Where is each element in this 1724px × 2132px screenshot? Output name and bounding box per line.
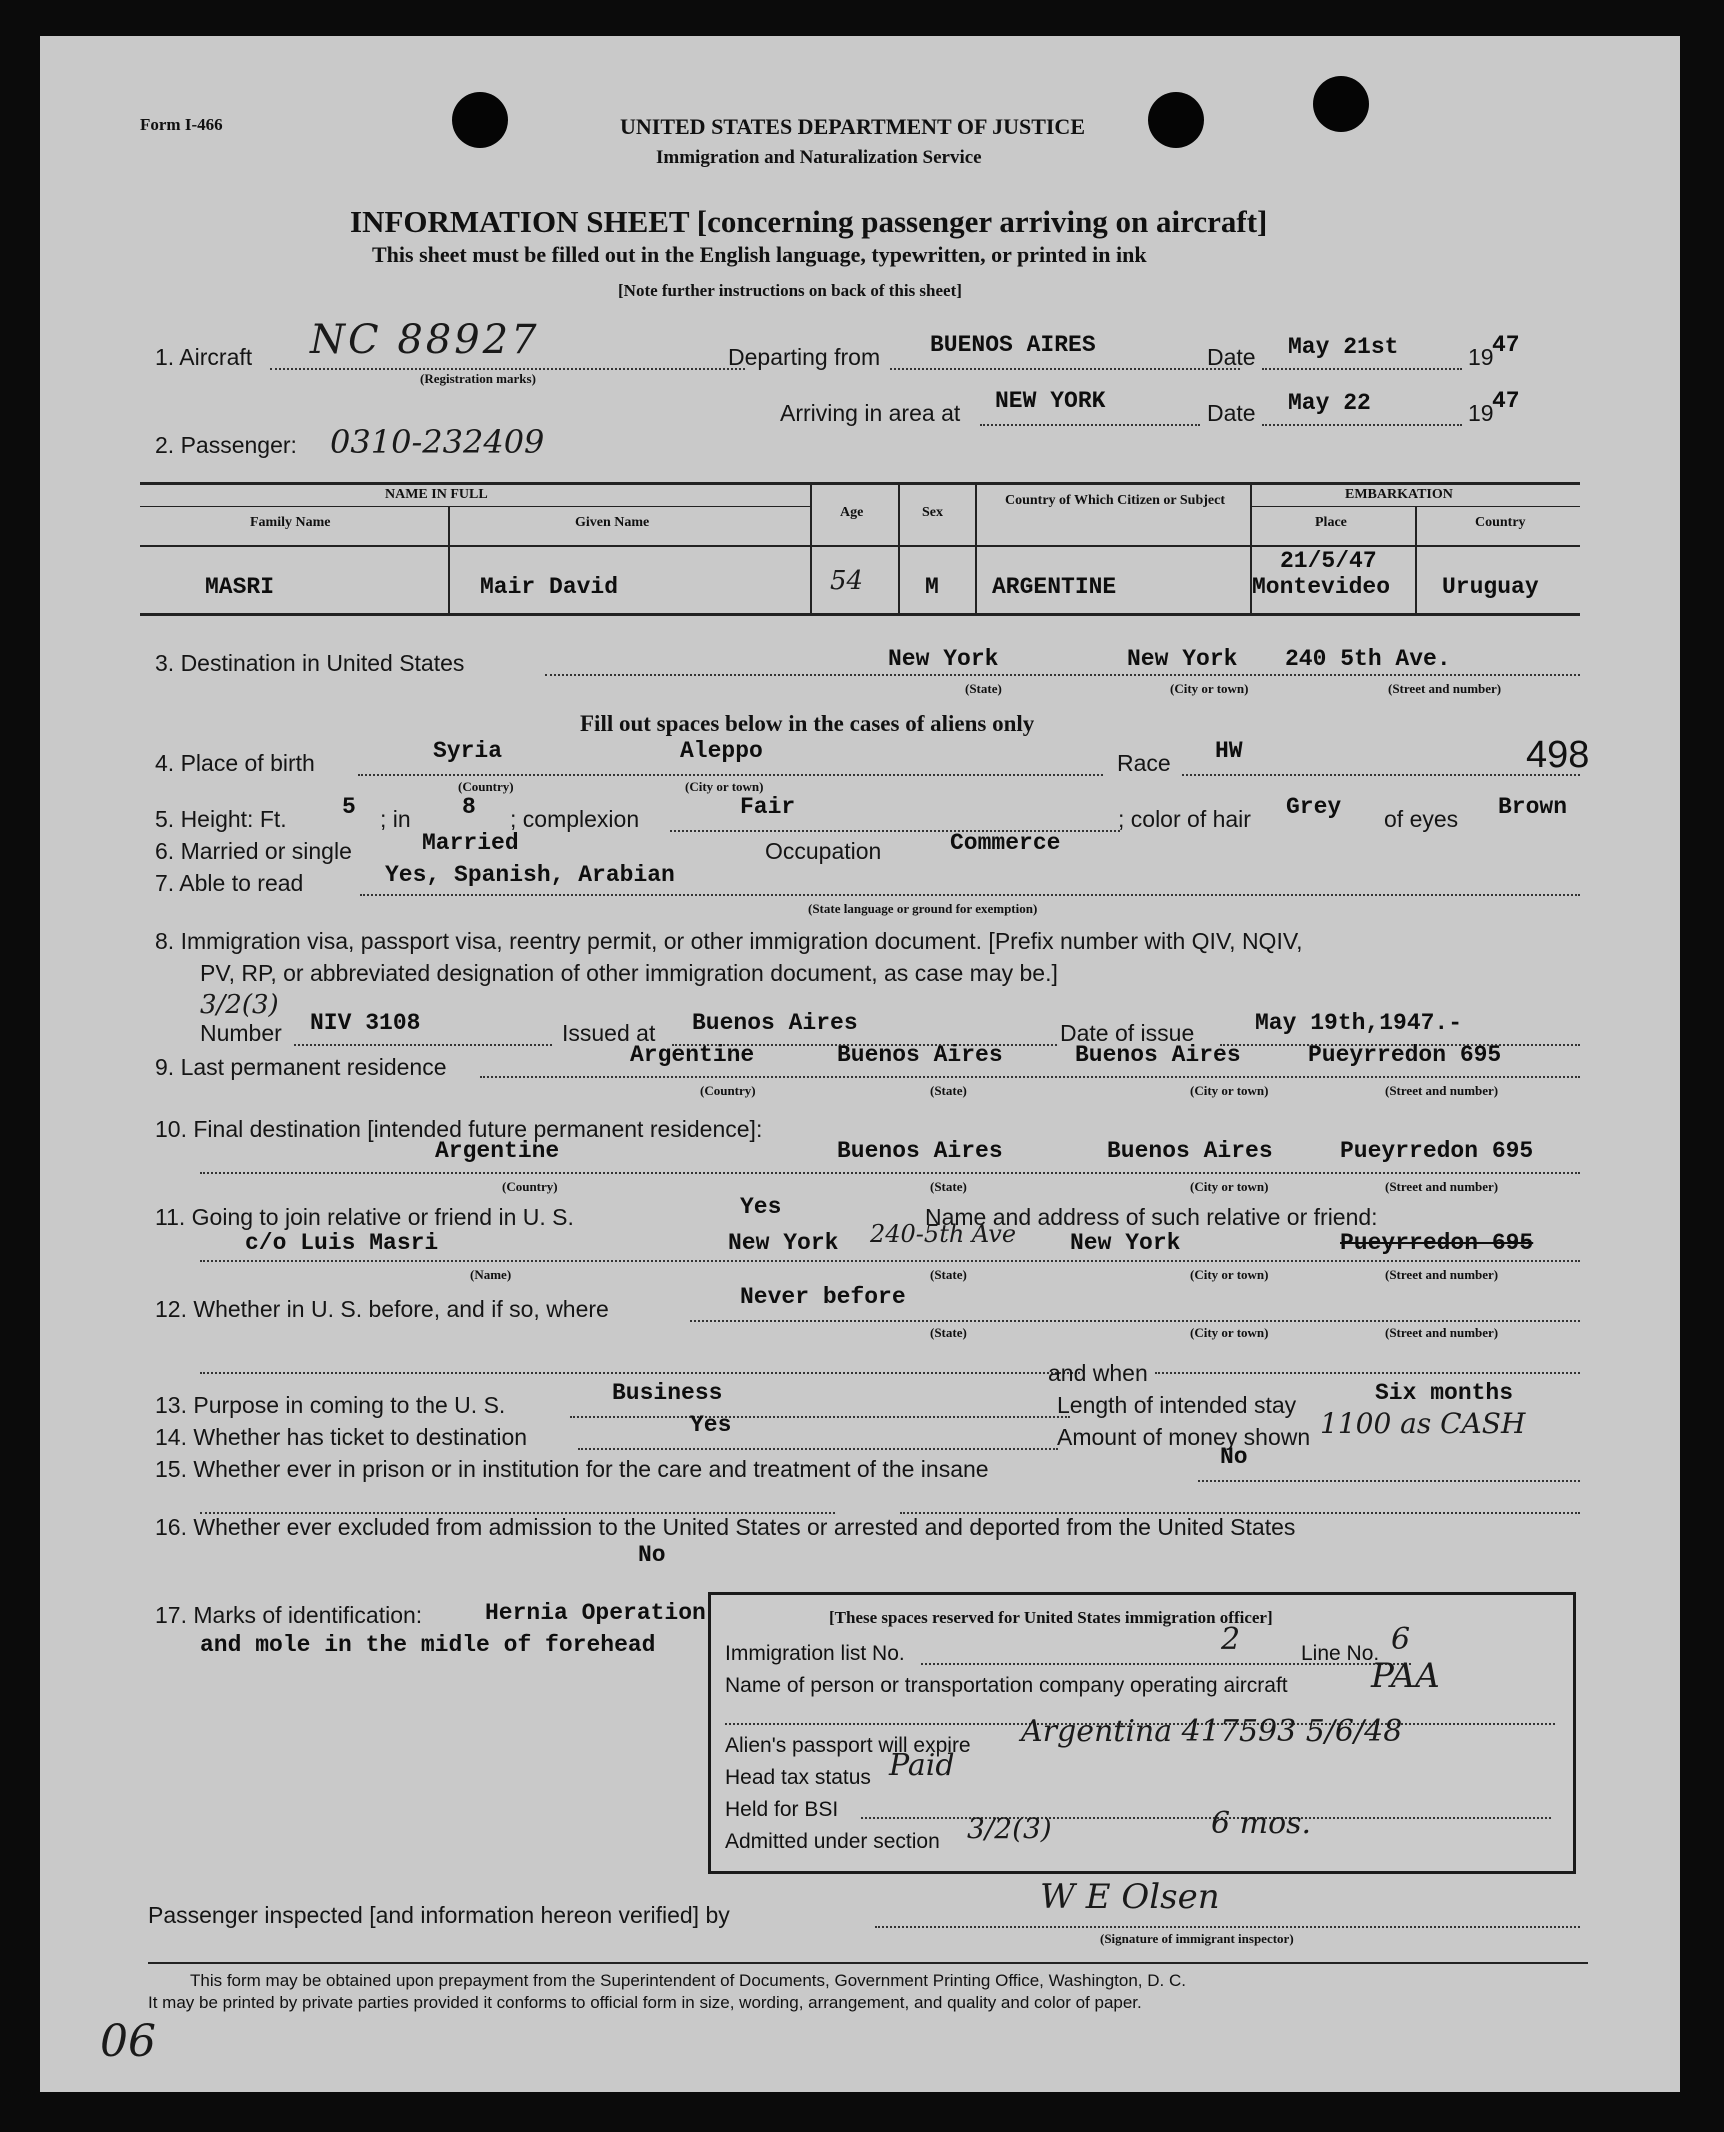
- destination-label: 3. Destination in United States: [155, 650, 465, 676]
- marks-value-1: Hernia Operation: [485, 1600, 706, 1626]
- complexion-label: ; complexion: [510, 806, 640, 832]
- admitted-period: 6 mos.: [1211, 1806, 1312, 1841]
- last-residence-city: Buenos Aires: [1075, 1042, 1241, 1068]
- passport-value: Argentina 417593 5/6/48: [1021, 1714, 1403, 1749]
- year-prefix: 19: [1468, 344, 1494, 370]
- stay-label: Length of intended stay: [1057, 1392, 1297, 1418]
- issued-label: Issued at: [562, 1020, 656, 1046]
- hair-label: ; color of hair: [1118, 806, 1251, 832]
- eyes-value: Brown: [1498, 794, 1568, 820]
- departing-label: Departing from: [728, 344, 881, 370]
- department-title: UNITED STATES DEPARTMENT OF JUSTICE: [620, 114, 1085, 139]
- age-value: 54: [830, 566, 864, 596]
- sheet-note: [Note further instructions on back of this sheet]: [618, 281, 962, 300]
- marital-label: 6. Married or single: [155, 838, 352, 864]
- document-text-2: PV, RP, or abbreviated designation of other immigration document, as case may be.]: [200, 960, 1058, 986]
- year2-prefix: 19: [1468, 400, 1494, 426]
- service-title: Immigration and Naturalization Service: [656, 147, 982, 168]
- name-address-label: Name and address of such relative or friend:: [925, 1204, 1378, 1230]
- excluded-value: No: [638, 1542, 666, 1568]
- eyes-label: of eyes: [1384, 806, 1459, 832]
- punch-hole-2: [1148, 92, 1204, 148]
- city-caption-4: (City or town): [685, 779, 764, 794]
- money-label: Amount of money shown: [1057, 1424, 1311, 1450]
- marks-label: 17. Marks of identification:: [155, 1602, 423, 1628]
- footer-line-1: This form may be obtained upon prepayment from the Superintendent of Documents, Government Printing Office, Washington, D. C.: [190, 1971, 1186, 1990]
- marks-value-2: and mole in the midle of forehead: [200, 1632, 656, 1658]
- occupation-value: Commerce: [950, 830, 1061, 856]
- final-destination-label: 10. Final destination [intended future permanent residence]:: [155, 1116, 763, 1142]
- stay-value: Six months: [1375, 1380, 1514, 1406]
- street-caption-12: (Street and number): [1385, 1325, 1499, 1340]
- place-header: Place: [1315, 515, 1347, 530]
- occupation-label: Occupation: [765, 838, 882, 864]
- number-label: Number: [200, 1020, 282, 1046]
- family-name-header: Family Name: [250, 515, 331, 530]
- height-feet: 5: [342, 794, 356, 820]
- list-label: Immigration list No.: [725, 1642, 905, 1665]
- city-caption: (City or town): [1170, 681, 1249, 696]
- document-text-1: 8. Immigration visa, passport visa, reentry permit, or other immigration document. [Prefix number with QIV, NQIV,: [155, 928, 1303, 954]
- aircraft-label: 1. Aircraft: [155, 344, 253, 370]
- issue-date-value: May 19th,1947.-: [1255, 1010, 1463, 1036]
- departing-date: May 21st: [1288, 334, 1399, 360]
- purpose-value: Business: [612, 1380, 723, 1406]
- country-caption-10: (Country): [502, 1179, 558, 1194]
- read-value: Yes, Spanish, Arabian: [385, 862, 675, 888]
- issue-date-label: Date of issue: [1060, 1020, 1195, 1046]
- aliens-note: Fill out spaces below in the cases of aliens only: [580, 711, 1035, 736]
- state-caption-10: (State): [930, 1179, 967, 1194]
- country-caption: (Country): [458, 779, 514, 794]
- before-label: 12. Whether in U. S. before, and if so, where: [155, 1296, 609, 1322]
- final-destination-street: Pueyrredon 695: [1340, 1138, 1534, 1164]
- birth-label: 4. Place of birth: [155, 750, 315, 776]
- city-caption-11: (City or town): [1190, 1267, 1269, 1282]
- line-value: 6: [1391, 1622, 1411, 1657]
- inspector-signature: W E Olsen: [1040, 1877, 1220, 1917]
- name-caption-11: (Name): [470, 1267, 512, 1282]
- signature-caption: (Signature of immigrant inspector): [1100, 1931, 1294, 1946]
- destination-state: New York: [888, 646, 999, 672]
- passenger-label: 2. Passenger:: [155, 432, 297, 458]
- admitted-label: Admitted under section: [725, 1830, 940, 1853]
- age-header: Age: [840, 505, 864, 520]
- arriving-date: May 22: [1288, 390, 1371, 416]
- officer-box: [708, 1592, 1576, 1874]
- form-number: Form I-466: [140, 115, 223, 134]
- embarkation-date: 21/5/47: [1280, 548, 1377, 574]
- departing-value: BUENOS AIRES: [930, 332, 1096, 358]
- registration-caption: (Registration marks): [420, 371, 536, 386]
- year2-value: 47: [1492, 388, 1520, 414]
- state-caption-9: (State): [930, 1083, 967, 1098]
- destination-street: 240 5th Ave.: [1285, 646, 1451, 672]
- given-name-value: Mair David: [480, 574, 619, 600]
- final-destination-state: Buenos Aires: [837, 1138, 1003, 1164]
- city-caption-12: (City or town): [1190, 1325, 1269, 1340]
- race-value: HW: [1215, 738, 1243, 764]
- ticket-value: Yes: [690, 1412, 732, 1438]
- name-in-full-header: NAME IN FULL: [385, 487, 488, 502]
- height-in-label: ; in: [380, 806, 411, 832]
- money-value: 1100 as CASH: [1320, 1407, 1526, 1440]
- read-caption: (State language or ground for exemption): [808, 901, 1038, 916]
- final-destination-city: Buenos Aires: [1107, 1138, 1273, 1164]
- destination-city: New York: [1127, 646, 1238, 672]
- embarkation-place: Montevideo: [1252, 574, 1391, 600]
- city-caption-9: (City or town): [1190, 1083, 1269, 1098]
- embarkation-header: EMBARKATION: [1345, 487, 1453, 502]
- punch-hole-1: [452, 92, 508, 148]
- join-value: Yes: [740, 1194, 782, 1220]
- street-caption: (Street and number): [1388, 681, 1502, 696]
- when-label: and when: [1048, 1360, 1148, 1386]
- relative-hand-address: 240-5th Ave: [870, 1220, 1017, 1248]
- operator-label: Name of person or transportation company operating aircraft: [725, 1674, 1288, 1697]
- citizenship-value: ARGENTINE: [992, 574, 1117, 600]
- purpose-label: 13. Purpose in coming to the U. S.: [155, 1392, 506, 1418]
- inspected-label: Passenger inspected [and information hereon verified] by: [148, 1902, 730, 1928]
- prison-value: No: [1220, 1444, 1248, 1470]
- bsi-label: Held for BSI: [725, 1798, 839, 1821]
- operator-value: PAA: [1371, 1656, 1440, 1696]
- embarkation-country: Uruguay: [1442, 574, 1539, 600]
- officer-box-title: [These spaces reserved for United States immigration officer]: [829, 1608, 1273, 1627]
- sheet-title: INFORMATION SHEET [concerning passenger arriving on aircraft]: [350, 204, 1268, 239]
- list-value: 2: [1221, 1622, 1241, 1657]
- final-destination-country: Argentine: [435, 1138, 560, 1164]
- issued-value: Buenos Aires: [692, 1010, 858, 1036]
- last-residence-country: Argentine: [630, 1042, 755, 1068]
- excluded-label: 16. Whether ever excluded from admission to the United States or arrested and deported from the United States: [155, 1514, 1296, 1540]
- sheet-subtitle: This sheet must be filled out in the English language, typewritten, or printed in ink: [372, 242, 1147, 267]
- given-name-header: Given Name: [575, 515, 650, 530]
- country-caption-9: (Country): [700, 1083, 756, 1098]
- relative-name: c/o Luis Masri: [245, 1230, 439, 1256]
- state-caption: (State): [965, 681, 1002, 696]
- city-caption-10: (City or town): [1190, 1179, 1269, 1194]
- arriving-value: NEW YORK: [995, 388, 1106, 414]
- complexion-value: Fair: [740, 794, 796, 820]
- family-name-value: MASRI: [205, 574, 275, 600]
- passport-label: Alien's passport will expire: [725, 1734, 971, 1757]
- date2-label: Date: [1207, 400, 1256, 426]
- ticket-label: 14. Whether has ticket to destination: [155, 1424, 528, 1450]
- admitted-value: 3/2(3): [967, 1812, 1052, 1845]
- sex-header: Sex: [922, 505, 943, 520]
- passenger-value: 0310-232409: [330, 423, 545, 461]
- headtax-value: Paid: [889, 1748, 955, 1783]
- relative-state: New York: [728, 1230, 839, 1256]
- height-inches: 8: [462, 794, 476, 820]
- prison-label: 15. Whether ever in prison or in institution for the care and treatment of the insane: [155, 1456, 989, 1482]
- birth-city: Aleppo: [680, 738, 763, 764]
- race-label: Race: [1117, 750, 1171, 776]
- date-label: Date: [1207, 344, 1256, 370]
- street-caption-9: (Street and number): [1385, 1083, 1499, 1098]
- relative-street-struck: Pueyrredon 695: [1340, 1230, 1534, 1256]
- form-sheet: [40, 36, 1680, 2092]
- hair-value: Grey: [1286, 794, 1342, 820]
- birth-country: Syria: [433, 738, 503, 764]
- marital-value: Married: [422, 830, 519, 856]
- join-label: 11. Going to join relative or friend in U. S.: [155, 1204, 574, 1230]
- height-label: 5. Height: Ft.: [155, 806, 287, 832]
- arriving-label: Arriving in area at: [780, 400, 961, 426]
- citizenship-header: Country of Which Citizen or Subject: [1005, 493, 1225, 508]
- punch-hole-3: [1313, 76, 1369, 132]
- file-number: 498: [1526, 734, 1590, 776]
- state-caption-12: (State): [930, 1325, 967, 1340]
- page-mark: 06: [100, 2016, 156, 2067]
- sex-value: M: [925, 574, 939, 600]
- relative-city: New York: [1070, 1230, 1181, 1256]
- last-residence-label: 9. Last permanent residence: [155, 1054, 447, 1080]
- read-label: 7. Able to read: [155, 870, 304, 896]
- year-value: 47: [1492, 332, 1520, 358]
- country-header: Country: [1475, 515, 1526, 530]
- document-hand-note: 3/2(3): [200, 990, 279, 1020]
- visa-number: NIV 3108: [310, 1010, 421, 1036]
- before-value: Never before: [740, 1284, 906, 1310]
- last-residence-state: Buenos Aires: [837, 1042, 1003, 1068]
- line-label: Line No.: [1301, 1642, 1380, 1665]
- last-residence-street: Pueyrredon 695: [1308, 1042, 1502, 1068]
- headtax-label: Head tax status: [725, 1766, 871, 1789]
- footer-line-2: It may be printed by private parties provided it conforms to official form in size, wording, arrangement, and quality and color of paper.: [148, 1993, 1142, 2012]
- aircraft-value: NC 88927: [310, 317, 540, 363]
- street-caption-10: (Street and number): [1385, 1179, 1499, 1194]
- street-caption-11: (Street and number): [1385, 1267, 1499, 1282]
- state-caption-11: (State): [930, 1267, 967, 1282]
